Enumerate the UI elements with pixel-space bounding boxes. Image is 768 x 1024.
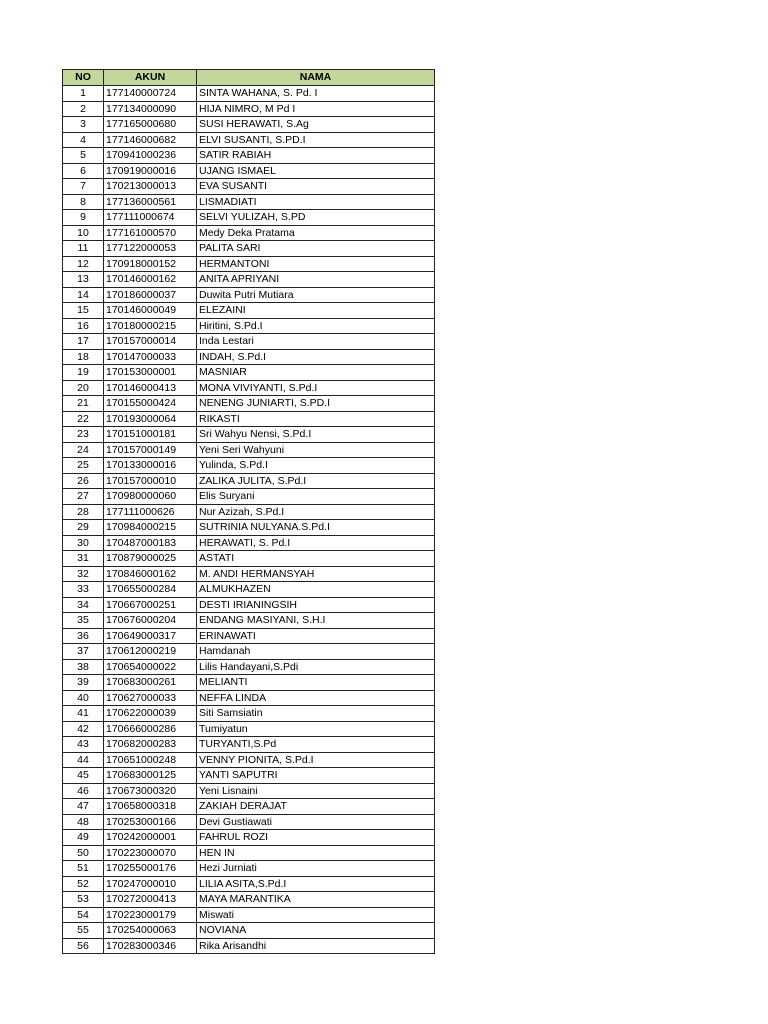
cell-nama: Yeni Lisnaini	[197, 783, 435, 799]
cell-no: 33	[63, 582, 104, 598]
cell-akun: 170676000204	[104, 613, 197, 629]
cell-nama: Hamdanah	[197, 644, 435, 660]
cell-nama: M. ANDI HERMANSYAH	[197, 566, 435, 582]
table-row	[63, 706, 435, 722]
cell-no: 29	[63, 520, 104, 536]
cell-no: 45	[63, 768, 104, 784]
cell-no: 3	[63, 117, 104, 133]
cell-nama: Duwita Putri Mutiara	[197, 287, 435, 303]
cell-akun: 170147000033	[104, 349, 197, 365]
cell-no: 28	[63, 504, 104, 520]
cell-no: 35	[63, 613, 104, 629]
cell-nama: YANTI SAPUTRI	[197, 768, 435, 784]
cell-akun: 170272000413	[104, 892, 197, 908]
table-row	[63, 86, 435, 102]
cell-no: 36	[63, 628, 104, 644]
cell-nama: MAYA MARANTIKA	[197, 892, 435, 908]
cell-nama: Inda Lestari	[197, 334, 435, 350]
cell-nama: SUTRINIA NULYANA.S.Pd.I	[197, 520, 435, 536]
cell-nama: TURYANTI,S.Pd	[197, 737, 435, 753]
table-row	[63, 566, 435, 582]
cell-nama: Hiritini, S.Pd.I	[197, 318, 435, 334]
cell-no: 5	[63, 148, 104, 164]
table-row	[63, 287, 435, 303]
cell-no: 7	[63, 179, 104, 195]
cell-akun: 170879000025	[104, 551, 197, 567]
table-row	[63, 659, 435, 675]
table-row	[63, 830, 435, 846]
cell-no: 41	[63, 706, 104, 722]
cell-akun: 170157000010	[104, 473, 197, 489]
cell-akun: 170658000318	[104, 799, 197, 815]
cell-nama: UJANG ISMAEL	[197, 163, 435, 179]
data-table	[62, 69, 435, 954]
table-row	[63, 101, 435, 117]
table-row	[63, 814, 435, 830]
cell-nama: HERAWATI, S. Pd.I	[197, 535, 435, 551]
cell-nama: MASNIAR	[197, 365, 435, 381]
cell-nama: SUSI HERAWATI, S.Ag	[197, 117, 435, 133]
cell-no: 34	[63, 597, 104, 613]
table-row	[63, 923, 435, 939]
cell-akun: 170627000033	[104, 690, 197, 706]
cell-nama: LISMADIATI	[197, 194, 435, 210]
cell-nama: ALMUKHAZEN	[197, 582, 435, 598]
cell-nama: HERMANTONI	[197, 256, 435, 272]
cell-nama: HIJA NIMRO, M Pd I	[197, 101, 435, 117]
cell-nama: NEFFA LINDA	[197, 690, 435, 706]
cell-no: 48	[63, 814, 104, 830]
cell-nama: Lilis Handayani,S.Pdi	[197, 659, 435, 675]
cell-akun: 177161000570	[104, 225, 197, 241]
table-row	[63, 411, 435, 427]
header-row	[63, 70, 435, 86]
cell-no: 25	[63, 458, 104, 474]
table-row	[63, 690, 435, 706]
table-row	[63, 148, 435, 164]
table-row	[63, 644, 435, 660]
cell-nama: VENNY PIONITA, S.Pd.I	[197, 752, 435, 768]
cell-akun: 177122000053	[104, 241, 197, 257]
cell-akun: 177136000561	[104, 194, 197, 210]
table-row	[63, 721, 435, 737]
cell-no: 6	[63, 163, 104, 179]
cell-akun: 170157000014	[104, 334, 197, 350]
table-row	[63, 225, 435, 241]
table-row	[63, 473, 435, 489]
cell-no: 46	[63, 783, 104, 799]
cell-akun: 177111000674	[104, 210, 197, 226]
table-row	[63, 458, 435, 474]
table-row	[63, 349, 435, 365]
cell-nama: SATIR RABIAH	[197, 148, 435, 164]
cell-akun: 170193000064	[104, 411, 197, 427]
table-row	[63, 799, 435, 815]
cell-nama: RIKASTI	[197, 411, 435, 427]
table-row	[63, 752, 435, 768]
cell-no: 47	[63, 799, 104, 815]
table-row	[63, 396, 435, 412]
cell-nama: ELVI SUSANTI, S.PD.I	[197, 132, 435, 148]
table-row	[63, 628, 435, 644]
table-row	[63, 132, 435, 148]
cell-nama: Yeni Seri Wahyuni	[197, 442, 435, 458]
cell-akun: 170682000283	[104, 737, 197, 753]
cell-no: 12	[63, 256, 104, 272]
cell-akun: 170980000060	[104, 489, 197, 505]
cell-nama: DESTI IRIANINGSIH	[197, 597, 435, 613]
cell-no: 55	[63, 923, 104, 939]
cell-akun: 170919000016	[104, 163, 197, 179]
cell-no: 26	[63, 473, 104, 489]
table-row	[63, 442, 435, 458]
cell-nama: NENENG JUNIARTI, S.PD.I	[197, 396, 435, 412]
cell-akun: 170283000346	[104, 938, 197, 954]
cell-nama: Yulinda, S.Pd.I	[197, 458, 435, 474]
cell-no: 16	[63, 318, 104, 334]
table-row	[63, 318, 435, 334]
cell-nama: ERINAWATI	[197, 628, 435, 644]
header-nama: NAMA	[197, 70, 435, 86]
cell-akun: 170846000162	[104, 566, 197, 582]
cell-akun: 170223000179	[104, 907, 197, 923]
cell-akun: 177111000626	[104, 504, 197, 520]
cell-no: 50	[63, 845, 104, 861]
cell-akun: 170941000236	[104, 148, 197, 164]
cell-nama: MELIANTI	[197, 675, 435, 691]
cell-no: 21	[63, 396, 104, 412]
cell-akun: 170683000125	[104, 768, 197, 784]
cell-nama: PALITA SARI	[197, 241, 435, 257]
cell-no: 14	[63, 287, 104, 303]
cell-nama: SINTA WAHANA, S. Pd. I	[197, 86, 435, 102]
table-body	[63, 86, 435, 954]
cell-akun: 170651000248	[104, 752, 197, 768]
cell-no: 9	[63, 210, 104, 226]
cell-nama: Hezi Jurniati	[197, 861, 435, 877]
cell-nama: Miswati	[197, 907, 435, 923]
cell-akun: 170253000166	[104, 814, 197, 830]
table-row	[63, 520, 435, 536]
cell-nama: Sri Wahyu Nensi, S.Pd.I	[197, 427, 435, 443]
table-row	[63, 582, 435, 598]
cell-no: 15	[63, 303, 104, 319]
cell-akun: 170153000001	[104, 365, 197, 381]
cell-no: 30	[63, 535, 104, 551]
cell-nama: ZAKIAH DERAJAT	[197, 799, 435, 815]
cell-nama: ANITA APRIYANI	[197, 272, 435, 288]
cell-akun: 170186000037	[104, 287, 197, 303]
cell-akun: 170667000251	[104, 597, 197, 613]
cell-akun: 170146000413	[104, 380, 197, 396]
cell-akun: 170151000181	[104, 427, 197, 443]
cell-akun: 170180000215	[104, 318, 197, 334]
table-row	[63, 241, 435, 257]
cell-no: 54	[63, 907, 104, 923]
cell-no: 37	[63, 644, 104, 660]
cell-nama: MONA VIVIYANTI, S.Pd.I	[197, 380, 435, 396]
cell-no: 13	[63, 272, 104, 288]
cell-akun: 170918000152	[104, 256, 197, 272]
cell-no: 24	[63, 442, 104, 458]
table-row	[63, 768, 435, 784]
spreadsheet-page	[62, 69, 435, 954]
cell-nama: Rika Arisandhi	[197, 938, 435, 954]
table-row	[63, 256, 435, 272]
table-row	[63, 334, 435, 350]
cell-akun: 170487000183	[104, 535, 197, 551]
table-row	[63, 179, 435, 195]
table-row	[63, 303, 435, 319]
cell-nama: ENDANG MASIYANI, S.H.I	[197, 613, 435, 629]
cell-no: 4	[63, 132, 104, 148]
cell-no: 43	[63, 737, 104, 753]
table-row	[63, 210, 435, 226]
table-row	[63, 597, 435, 613]
cell-akun: 170654000022	[104, 659, 197, 675]
table-row	[63, 427, 435, 443]
cell-no: 42	[63, 721, 104, 737]
table-row	[63, 938, 435, 954]
cell-akun: 170655000284	[104, 582, 197, 598]
cell-nama: FAHRUL ROZI	[197, 830, 435, 846]
cell-akun: 170146000049	[104, 303, 197, 319]
cell-akun: 170213000013	[104, 179, 197, 195]
cell-no: 1	[63, 86, 104, 102]
cell-akun: 177134000090	[104, 101, 197, 117]
table-row	[63, 845, 435, 861]
cell-no: 8	[63, 194, 104, 210]
cell-akun: 170247000010	[104, 876, 197, 892]
table-row	[63, 380, 435, 396]
cell-no: 19	[63, 365, 104, 381]
cell-no: 22	[63, 411, 104, 427]
table-row	[63, 504, 435, 520]
cell-akun: 177165000680	[104, 117, 197, 133]
table-row	[63, 907, 435, 923]
cell-nama: Devi Gustiawati	[197, 814, 435, 830]
table-row	[63, 675, 435, 691]
cell-nama: ASTATI	[197, 551, 435, 567]
cell-nama: NOVIANA	[197, 923, 435, 939]
table-row	[63, 783, 435, 799]
cell-akun: 170666000286	[104, 721, 197, 737]
cell-akun: 177140000724	[104, 86, 197, 102]
table-row	[63, 272, 435, 288]
cell-nama: Elis Suryani	[197, 489, 435, 505]
table-row	[63, 117, 435, 133]
cell-no: 32	[63, 566, 104, 582]
table-row	[63, 876, 435, 892]
cell-no: 53	[63, 892, 104, 908]
cell-no: 20	[63, 380, 104, 396]
cell-akun: 170622000039	[104, 706, 197, 722]
cell-no: 17	[63, 334, 104, 350]
cell-akun: 170984000215	[104, 520, 197, 536]
cell-no: 56	[63, 938, 104, 954]
cell-akun: 170612000219	[104, 644, 197, 660]
cell-no: 2	[63, 101, 104, 117]
cell-no: 11	[63, 241, 104, 257]
cell-akun: 170255000176	[104, 861, 197, 877]
table-row	[63, 737, 435, 753]
cell-akun: 170157000149	[104, 442, 197, 458]
cell-nama: SELVI YULIZAH, S.PD	[197, 210, 435, 226]
cell-no: 44	[63, 752, 104, 768]
cell-akun: 170683000261	[104, 675, 197, 691]
cell-no: 39	[63, 675, 104, 691]
cell-nama: Nur Azizah, S.Pd.I	[197, 504, 435, 520]
cell-no: 52	[63, 876, 104, 892]
cell-nama: Medy Deka Pratama	[197, 225, 435, 241]
cell-nama: Siti Samsiatin	[197, 706, 435, 722]
table-row	[63, 892, 435, 908]
cell-nama: ZALIKA JULITA, S.Pd.I	[197, 473, 435, 489]
cell-nama: EVA SUSANTI	[197, 179, 435, 195]
cell-nama: LILIA ASITA,S.Pd.I	[197, 876, 435, 892]
cell-akun: 177146000682	[104, 132, 197, 148]
cell-no: 51	[63, 861, 104, 877]
cell-akun: 170673000320	[104, 783, 197, 799]
cell-nama: HEN IN	[197, 845, 435, 861]
cell-no: 27	[63, 489, 104, 505]
cell-no: 10	[63, 225, 104, 241]
table-row	[63, 861, 435, 877]
table-row	[63, 194, 435, 210]
cell-no: 40	[63, 690, 104, 706]
cell-nama: ELEZAINI	[197, 303, 435, 319]
cell-nama: INDAH, S.Pd.I	[197, 349, 435, 365]
cell-akun: 170155000424	[104, 396, 197, 412]
table-row	[63, 365, 435, 381]
table-row	[63, 535, 435, 551]
cell-no: 38	[63, 659, 104, 675]
table-row	[63, 489, 435, 505]
cell-no: 23	[63, 427, 104, 443]
cell-akun: 170649000317	[104, 628, 197, 644]
table-row	[63, 613, 435, 629]
table-row	[63, 551, 435, 567]
table-row	[63, 163, 435, 179]
cell-no: 18	[63, 349, 104, 365]
cell-akun: 170242000001	[104, 830, 197, 846]
header-no: NO	[63, 70, 104, 86]
cell-nama: Tumiyatun	[197, 721, 435, 737]
cell-no: 49	[63, 830, 104, 846]
cell-akun: 170254000063	[104, 923, 197, 939]
cell-akun: 170223000070	[104, 845, 197, 861]
header-akun: AKUN	[104, 70, 197, 86]
cell-no: 31	[63, 551, 104, 567]
cell-akun: 170133000016	[104, 458, 197, 474]
cell-akun: 170146000162	[104, 272, 197, 288]
